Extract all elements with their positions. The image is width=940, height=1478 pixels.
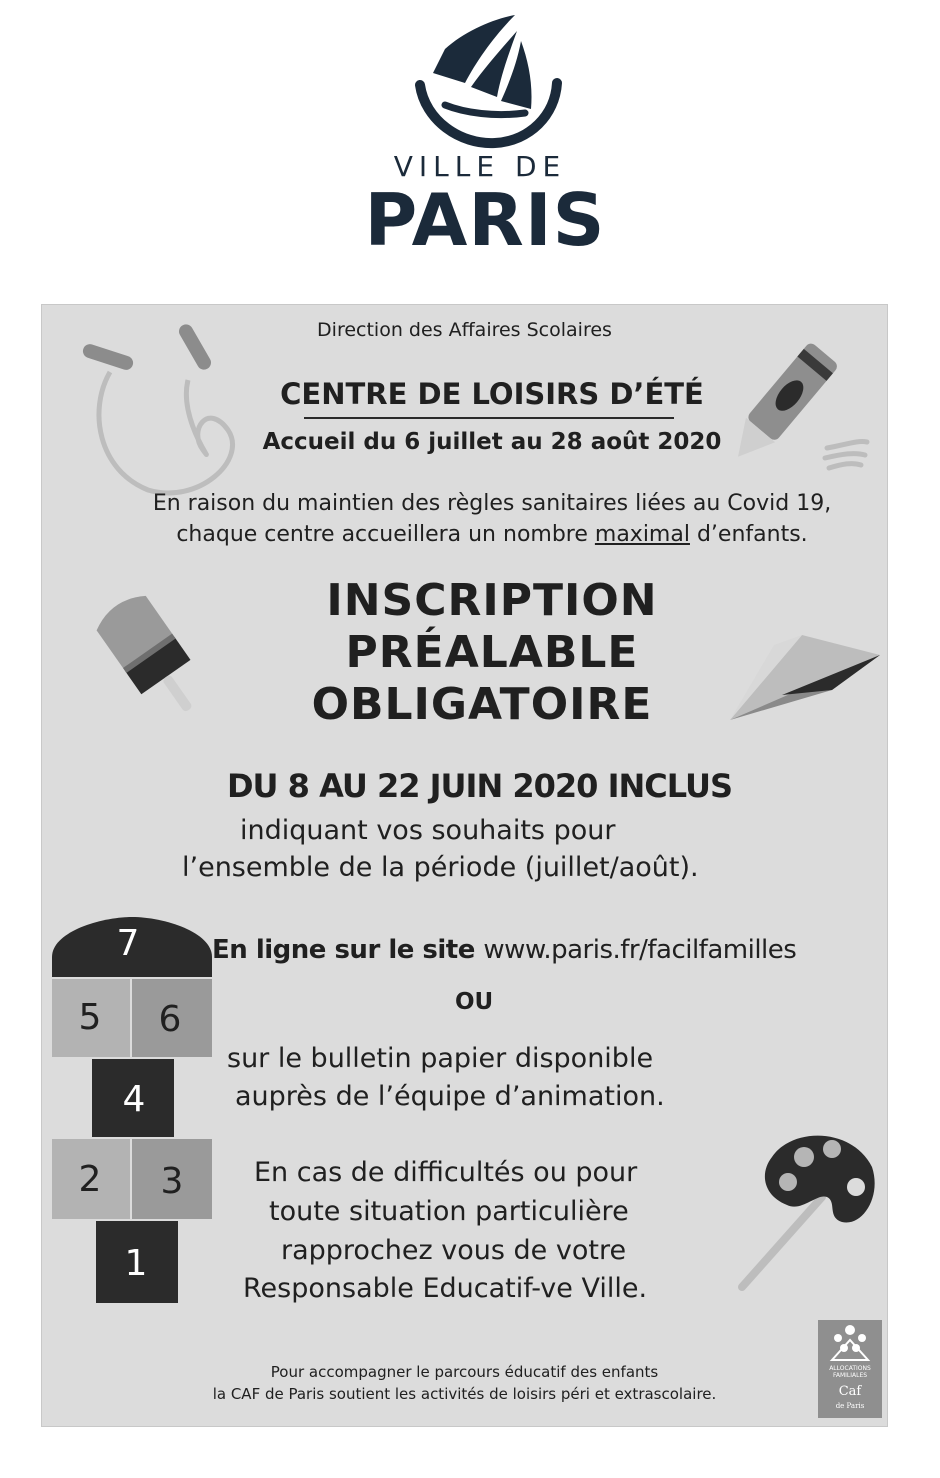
hopscotch-cell-1: 1 — [124, 1243, 148, 1284]
title-underline — [304, 417, 674, 419]
headline-line-3: OBLIGATOIRE — [311, 679, 653, 730]
paper-line-2: auprès de l’équipe d’animation. — [235, 1081, 665, 1112]
notice-text-after: d’enfants. — [689, 522, 808, 547]
hopscotch-cell-4: 4 — [122, 1079, 146, 1120]
notice-line-1: En raison du maintien des règles sanitaires liées au Covid 19, — [152, 491, 832, 516]
online-prefix: En ligne sur le site — [212, 935, 484, 965]
paper-line-1: sur le bulletin papier disponible — [227, 1043, 654, 1074]
registration-period: DU 8 AU 22 JUIN 2020 INCLUS — [226, 767, 733, 805]
help-line-3: rapprochez vous de votre — [281, 1235, 627, 1266]
or-separator: OU — [455, 989, 494, 1015]
caf-line-4: de Paris — [835, 1402, 865, 1410]
online-url-link[interactable]: www.paris.fr/facilfamilles — [483, 935, 797, 965]
hopscotch-cell-6: 6 — [158, 999, 182, 1040]
footer-line-1: Pour accompagner le parcours éducatif des enfants — [270, 1363, 659, 1381]
headline-line-1: INSCRIPTION — [326, 575, 658, 626]
logo-ville-de: VILLE DE — [393, 150, 567, 183]
hopscotch-cell-5: 5 — [78, 997, 102, 1038]
headline-line-2: PRÉALABLE — [345, 627, 639, 678]
flyer-panel — [41, 304, 888, 1427]
period-line-2: l’ensemble de la période (juillet/août). — [182, 852, 699, 883]
caf-line-2: FAMILIALES — [832, 1372, 868, 1379]
footer-line-2: la CAF de Paris soutient les activités de loisirs péri et extrascolaire. — [212, 1385, 717, 1403]
palette-icon — [732, 1127, 882, 1297]
help-line-4: Responsable Educatif-ve Ville. — [243, 1273, 648, 1304]
help-line-2: toute situation particulière — [269, 1196, 629, 1227]
hopscotch-cell-7: 7 — [116, 923, 140, 964]
help-line-1: En cas de difficultés ou pour — [254, 1157, 638, 1188]
notice-emphasis: maximal — [594, 522, 690, 547]
caf-line-3: Caf — [838, 1384, 862, 1399]
caf-line-1: ALLOCATIONS — [829, 1365, 871, 1372]
period-line-1: indiquant vos souhaits pour — [240, 815, 616, 846]
hopscotch-icon — [50, 917, 220, 1305]
online-registration-line — [212, 935, 796, 965]
notice-line-2 — [42, 522, 940, 547]
department-label: Direction des Affaires Scolaires — [317, 319, 612, 341]
caf-figures-icon — [818, 1320, 882, 1364]
notice-text-before: chaque centre accueillera un nombre — [176, 522, 595, 547]
crayon-icon — [727, 340, 877, 490]
logo-paris: PARIS — [364, 178, 606, 262]
dates-subtitle: Accueil du 6 juillet au 28 août 2020 — [262, 429, 722, 455]
hopscotch-cell-3: 3 — [160, 1161, 184, 1202]
page-title: CENTRE DE LOISIRS D’ÉTÉ — [280, 377, 704, 411]
hopscotch-cell-2: 2 — [78, 1159, 102, 1200]
ville-de-paris-logo-icon — [405, 5, 565, 150]
